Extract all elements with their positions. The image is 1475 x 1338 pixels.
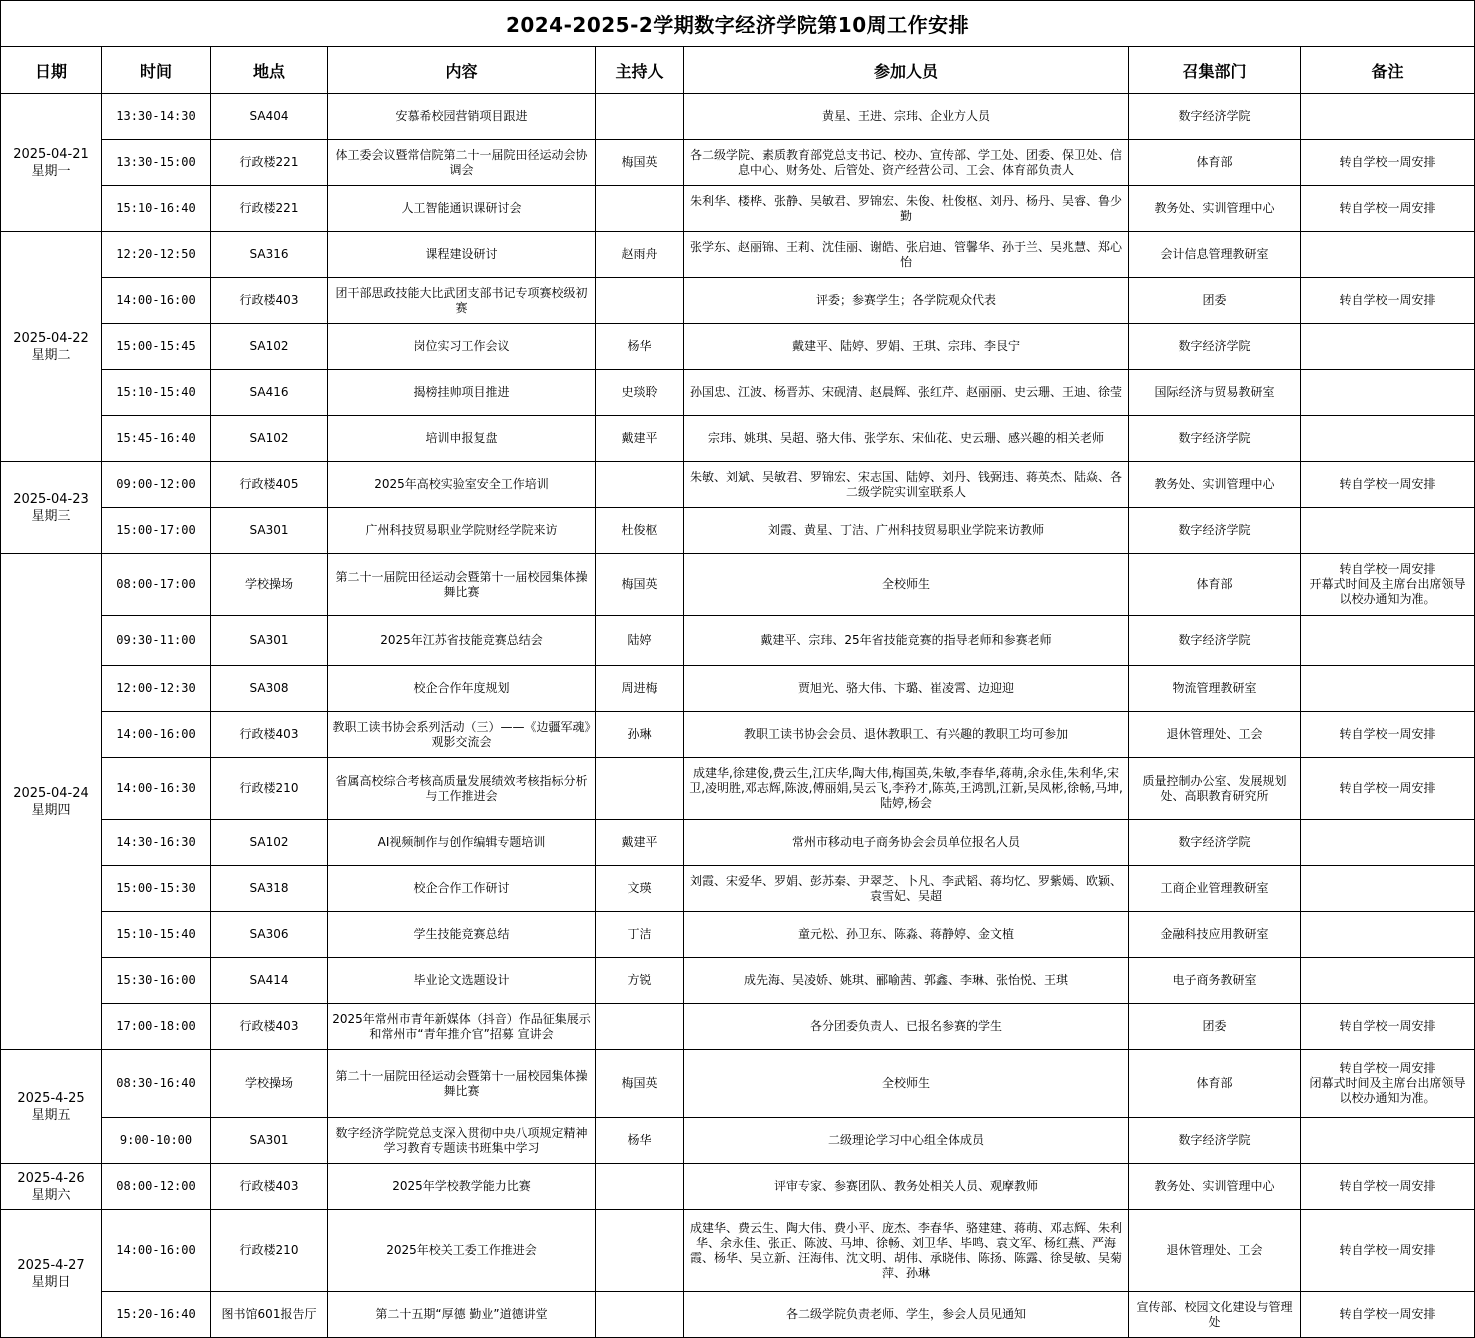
attendees-cell: 孙国忠、江波、杨晋苏、宋砚清、赵晨辉、张红芹、赵丽丽、史云珊、王迪、徐莹 bbox=[684, 370, 1129, 416]
time-cell: 08:30-16:40 bbox=[102, 1050, 211, 1118]
content-cell: 校企合作工作研讨 bbox=[328, 866, 596, 912]
place-cell: 学校操场 bbox=[211, 554, 328, 616]
note-line: 转自学校一周安排 bbox=[1339, 1019, 1436, 1033]
content-cell: 教职工读书协会系列活动（三）——《边疆军魂》观影交流会 bbox=[328, 712, 596, 758]
note-cell bbox=[1301, 94, 1475, 140]
note-cell bbox=[1301, 912, 1475, 958]
time-cell: 15:00-15:45 bbox=[102, 324, 211, 370]
dept-cell: 体育部 bbox=[1129, 140, 1301, 186]
attendees-cell: 刘霞、宋爱华、罗娟、彭苏秦、尹翠芝、卜凡、李武韬、蒋均忆、罗紫嫣、欧颖、袁雪妃、吴超 bbox=[684, 866, 1129, 912]
time-cell: 14:00-16:30 bbox=[102, 758, 211, 820]
dept-cell: 工商企业管理教研室 bbox=[1129, 866, 1301, 912]
table-row bbox=[1, 1292, 1475, 1338]
place-cell: SA102 bbox=[211, 324, 328, 370]
place-cell: 图书馆601报告厅 bbox=[211, 1292, 328, 1338]
note-cell bbox=[1301, 758, 1475, 820]
note-cell bbox=[1301, 1164, 1475, 1210]
title-row bbox=[1, 1, 1475, 47]
note-line: 转自学校一周安排 bbox=[1339, 293, 1436, 307]
attendees-cell: 评审专家、参赛团队、教务处相关人员、观摩教师 bbox=[684, 1164, 1129, 1210]
place-cell: 行政楼221 bbox=[211, 140, 328, 186]
host-cell bbox=[596, 1210, 684, 1292]
date-text: 2025-04-24 bbox=[13, 785, 89, 801]
note-cell bbox=[1301, 186, 1475, 232]
table-row bbox=[1, 508, 1475, 554]
content-cell: 团干部思政技能大比武团支部书记专项赛校级初赛 bbox=[328, 278, 596, 324]
dept-cell: 退休管理处、工会 bbox=[1129, 712, 1301, 758]
content-cell: 省属高校综合考核高质量发展绩效考核指标分析与工作推进会 bbox=[328, 758, 596, 820]
place-cell: SA316 bbox=[211, 232, 328, 278]
time-cell: 12:20-12:50 bbox=[102, 232, 211, 278]
host-cell bbox=[596, 1004, 684, 1050]
date-text: 2025-04-23 bbox=[13, 491, 89, 507]
date-cell bbox=[1, 1050, 102, 1164]
header-row bbox=[1, 47, 1475, 94]
place-cell: 行政楼405 bbox=[211, 462, 328, 508]
host-cell: 文瑛 bbox=[596, 866, 684, 912]
time-cell: 09:30-11:00 bbox=[102, 616, 211, 666]
dept-cell: 物流管理教研室 bbox=[1129, 666, 1301, 712]
host-cell: 丁洁 bbox=[596, 912, 684, 958]
time-cell: 13:30-14:30 bbox=[102, 94, 211, 140]
table-row bbox=[1, 1210, 1475, 1292]
content-cell: 人工智能通识课研讨会 bbox=[328, 186, 596, 232]
dept-cell: 数字经济学院 bbox=[1129, 616, 1301, 666]
table-row bbox=[1, 94, 1475, 140]
host-cell bbox=[596, 94, 684, 140]
place-cell: 行政楼403 bbox=[211, 1164, 328, 1210]
attendees-cell: 戴建平、陆婷、罗娟、王琪、宗玮、李艮宁 bbox=[684, 324, 1129, 370]
attendees-cell: 成建华,徐建俊,费云生,江庆华,陶大伟,梅国英,朱敏,李春华,蒋萌,余永佳,朱利华,宋卫,凌明胜,邓志辉,陈波,傅丽娟,吴云飞,李矜才,陈英,王鸿凯,江新,吴凤彬,徐畅,马坤,陆婷,杨会 bbox=[684, 758, 1129, 820]
time-cell: 15:30-16:00 bbox=[102, 958, 211, 1004]
dept-cell: 教务处、实训管理中心 bbox=[1129, 462, 1301, 508]
time-cell: 14:30-16:30 bbox=[102, 820, 211, 866]
note-cell bbox=[1301, 666, 1475, 712]
host-cell: 戴建平 bbox=[596, 416, 684, 462]
note-cell bbox=[1301, 1004, 1475, 1050]
time-cell: 14:00-16:00 bbox=[102, 712, 211, 758]
attendees-cell: 各二级学院负责老师、学生，参会人员见通知 bbox=[684, 1292, 1129, 1338]
dept-cell: 质量控制办公室、发展规划处、高职教育研究所 bbox=[1129, 758, 1301, 820]
table-row bbox=[1, 820, 1475, 866]
date-cell bbox=[1, 1210, 102, 1338]
place-cell: SA102 bbox=[211, 416, 328, 462]
time-cell: 08:00-17:00 bbox=[102, 554, 211, 616]
host-cell: 杨华 bbox=[596, 1118, 684, 1164]
note-line: 转自学校一周安排 bbox=[1339, 781, 1436, 795]
table-row bbox=[1, 1164, 1475, 1210]
attendees-cell: 刘霞、黄星、丁洁、广州科技贸易职业学院来访教师 bbox=[684, 508, 1129, 554]
content-cell: 揭榜挂帅项目推进 bbox=[328, 370, 596, 416]
place-cell: 行政楼221 bbox=[211, 186, 328, 232]
content-cell: 第二十一届院田径运动会暨第十一届校园集体操舞比赛 bbox=[328, 1050, 596, 1118]
content-cell: 2025年高校实验室安全工作培训 bbox=[328, 462, 596, 508]
host-cell: 梅国英 bbox=[596, 1050, 684, 1118]
dept-cell: 电子商务教研室 bbox=[1129, 958, 1301, 1004]
table-row bbox=[1, 554, 1475, 616]
time-cell: 15:10-15:40 bbox=[102, 912, 211, 958]
place-cell: SA102 bbox=[211, 820, 328, 866]
dept-cell: 体育部 bbox=[1129, 1050, 1301, 1118]
note-cell bbox=[1301, 370, 1475, 416]
host-cell: 梅国英 bbox=[596, 554, 684, 616]
note-line: 转自学校一周安排 bbox=[1339, 201, 1436, 215]
weekday-text: 星期一 bbox=[31, 163, 71, 179]
host-cell bbox=[596, 1164, 684, 1210]
note-cell bbox=[1301, 958, 1475, 1004]
weekday-text: 星期五 bbox=[31, 1107, 71, 1123]
table-row bbox=[1, 666, 1475, 712]
place-cell: 学校操场 bbox=[211, 1050, 328, 1118]
note-cell bbox=[1301, 712, 1475, 758]
table-row bbox=[1, 712, 1475, 758]
host-cell: 杜俊枢 bbox=[596, 508, 684, 554]
content-cell: 2025年学校教学能力比赛 bbox=[328, 1164, 596, 1210]
note-cell bbox=[1301, 1292, 1475, 1338]
time-cell: 17:00-18:00 bbox=[102, 1004, 211, 1050]
content-cell: 广州科技贸易职业学院财经学院来访 bbox=[328, 508, 596, 554]
time-cell: 14:00-16:00 bbox=[102, 1210, 211, 1292]
date-cell bbox=[1, 94, 102, 232]
column-header-dept: 召集部门 bbox=[1129, 47, 1301, 94]
note-line: 转自学校一周安排 bbox=[1339, 1243, 1436, 1257]
content-cell: 第二十一届院田径运动会暨第十一届校园集体操舞比赛 bbox=[328, 554, 596, 616]
host-cell: 孙琳 bbox=[596, 712, 684, 758]
attendees-cell: 戴建平、宗玮、25年省技能竞赛的指导老师和参赛老师 bbox=[684, 616, 1129, 666]
note-cell bbox=[1301, 866, 1475, 912]
attendees-cell: 宗玮、姚琪、吴超、骆大伟、张学东、宋仙花、史云珊、感兴趣的相关老师 bbox=[684, 416, 1129, 462]
place-cell: SA301 bbox=[211, 508, 328, 554]
dept-cell: 教务处、实训管理中心 bbox=[1129, 186, 1301, 232]
content-cell: AI视频制作与创作编辑专题培训 bbox=[328, 820, 596, 866]
weekday-text: 星期二 bbox=[31, 347, 71, 363]
content-cell: 2025年校关工委工作推进会 bbox=[328, 1210, 596, 1292]
note-line: 转自学校一周安排 bbox=[1339, 477, 1436, 491]
note-line: 转自学校一周安排 bbox=[1339, 155, 1436, 169]
attendees-cell: 教职工读书协会会员、退休教职工、有兴趣的教职工均可参加 bbox=[684, 712, 1129, 758]
time-cell: 15:10-16:40 bbox=[102, 186, 211, 232]
date-cell bbox=[1, 462, 102, 554]
dept-cell: 数字经济学院 bbox=[1129, 1118, 1301, 1164]
column-header-attendees: 参加人员 bbox=[684, 47, 1129, 94]
content-cell: 课程建设研讨 bbox=[328, 232, 596, 278]
note-cell bbox=[1301, 820, 1475, 866]
dept-cell: 国际经济与贸易教研室 bbox=[1129, 370, 1301, 416]
time-cell: 12:00-12:30 bbox=[102, 666, 211, 712]
place-cell: SA308 bbox=[211, 666, 328, 712]
host-cell: 周进梅 bbox=[596, 666, 684, 712]
column-header-host: 主持人 bbox=[596, 47, 684, 94]
host-cell bbox=[596, 758, 684, 820]
dept-cell: 团委 bbox=[1129, 1004, 1301, 1050]
note-line: 闭幕式时间及主席台出席领导以校办通知为准。 bbox=[1309, 1076, 1466, 1105]
column-header-time: 时间 bbox=[102, 47, 211, 94]
dept-cell: 教务处、实训管理中心 bbox=[1129, 1164, 1301, 1210]
table-row bbox=[1, 140, 1475, 186]
place-cell: 行政楼210 bbox=[211, 758, 328, 820]
table-row bbox=[1, 1004, 1475, 1050]
place-cell: 行政楼210 bbox=[211, 1210, 328, 1292]
weekday-text: 星期三 bbox=[31, 508, 71, 524]
content-cell: 第二十五期“厚德 勤业”道德讲堂 bbox=[328, 1292, 596, 1338]
place-cell: SA414 bbox=[211, 958, 328, 1004]
table-row bbox=[1, 1050, 1475, 1118]
host-cell bbox=[596, 1292, 684, 1338]
content-cell: 安慕希校园营销项目跟进 bbox=[328, 94, 596, 140]
attendees-cell: 各二级学院、素质教育部党总支书记、校办、宣传部、学工处、团委、保卫处、信息中心、财务处、后管处、资产经营公司、工会、体育部负责人 bbox=[684, 140, 1129, 186]
host-cell bbox=[596, 186, 684, 232]
time-cell: 15:20-16:40 bbox=[102, 1292, 211, 1338]
attendees-cell: 朱利华、楼桦、张静、吴敏君、罗锦宏、朱俊、杜俊枢、刘丹、杨丹、吴睿、鲁少勤 bbox=[684, 186, 1129, 232]
attendees-cell: 二级理论学习中心组全体成员 bbox=[684, 1118, 1129, 1164]
content-cell: 2025年常州市青年新媒体（抖音）作品征集展示和常州市“青年推介官”招募 宣讲会 bbox=[328, 1004, 596, 1050]
place-cell: SA306 bbox=[211, 912, 328, 958]
date-text: 2025-04-22 bbox=[13, 330, 89, 346]
time-cell: 15:00-17:00 bbox=[102, 508, 211, 554]
host-cell: 史琰聆 bbox=[596, 370, 684, 416]
attendees-cell: 成建华、费云生、陶大伟、费小平、庞杰、李春华、骆建建、蒋萌、邓志辉、朱利华、余永佳、张正、陈波、马坤、徐畅、刘卫华、毕鸣、袁文军、杨红燕、严海霞、杨华、吴立新、汪海伟、沈文明、胡伟、承晓伟、陈扬、陈露、徐旻敏、吴菊萍、孙琳 bbox=[684, 1210, 1129, 1292]
date-text: 2025-4-25 bbox=[17, 1090, 85, 1106]
table-row bbox=[1, 866, 1475, 912]
weekday-text: 星期六 bbox=[31, 1187, 71, 1203]
dept-cell: 宣传部、校园文化建设与管理处 bbox=[1129, 1292, 1301, 1338]
dept-cell: 退休管理处、工会 bbox=[1129, 1210, 1301, 1292]
note-line: 转自学校一周安排 bbox=[1339, 562, 1436, 576]
host-cell bbox=[596, 462, 684, 508]
note-cell bbox=[1301, 232, 1475, 278]
host-cell: 赵雨舟 bbox=[596, 232, 684, 278]
attendees-cell: 贾旭光、骆大伟、卞璐、崔凌霄、边迎迎 bbox=[684, 666, 1129, 712]
attendees-cell: 全校师生 bbox=[684, 1050, 1129, 1118]
time-cell: 08:00-12:00 bbox=[102, 1164, 211, 1210]
place-cell: SA318 bbox=[211, 866, 328, 912]
time-cell: 15:10-15:40 bbox=[102, 370, 211, 416]
content-cell: 毕业论文选题设计 bbox=[328, 958, 596, 1004]
table-row bbox=[1, 370, 1475, 416]
note-cell bbox=[1301, 616, 1475, 666]
table-row bbox=[1, 958, 1475, 1004]
dept-cell: 数字经济学院 bbox=[1129, 508, 1301, 554]
note-cell bbox=[1301, 140, 1475, 186]
table-row bbox=[1, 232, 1475, 278]
content-cell: 校企合作年度规划 bbox=[328, 666, 596, 712]
attendees-cell: 童元松、孙卫东、陈淼、蒋静婷、金文植 bbox=[684, 912, 1129, 958]
attendees-cell: 评委；参赛学生；各学院观众代表 bbox=[684, 278, 1129, 324]
date-text: 2025-4-26 bbox=[17, 1170, 85, 1186]
note-cell bbox=[1301, 278, 1475, 324]
host-cell: 方锐 bbox=[596, 958, 684, 1004]
dept-cell: 会计信息管理教研室 bbox=[1129, 232, 1301, 278]
table-row bbox=[1, 758, 1475, 820]
column-header-content: 内容 bbox=[328, 47, 596, 94]
place-cell: SA404 bbox=[211, 94, 328, 140]
dept-cell: 数字经济学院 bbox=[1129, 324, 1301, 370]
place-cell: SA301 bbox=[211, 616, 328, 666]
note-cell bbox=[1301, 416, 1475, 462]
host-cell bbox=[596, 278, 684, 324]
time-cell: 09:00-12:00 bbox=[102, 462, 211, 508]
note-line: 转自学校一周安排 bbox=[1339, 727, 1436, 741]
column-header-place: 地点 bbox=[211, 47, 328, 94]
weekday-text: 星期四 bbox=[31, 802, 71, 818]
table-row bbox=[1, 616, 1475, 666]
content-cell: 体工委会议暨常信院第二十一届院田径运动会协调会 bbox=[328, 140, 596, 186]
place-cell: SA416 bbox=[211, 370, 328, 416]
place-cell: 行政楼403 bbox=[211, 1004, 328, 1050]
dept-cell: 数字经济学院 bbox=[1129, 416, 1301, 462]
attendees-cell: 成先海、吴凌娇、姚琪、郦喻茜、郭鑫、李琳、张怡悦、王琪 bbox=[684, 958, 1129, 1004]
dept-cell: 数字经济学院 bbox=[1129, 820, 1301, 866]
content-cell: 学生技能竞赛总结 bbox=[328, 912, 596, 958]
time-cell: 15:00-15:30 bbox=[102, 866, 211, 912]
date-cell bbox=[1, 232, 102, 462]
host-cell: 梅国英 bbox=[596, 140, 684, 186]
place-cell: 行政楼403 bbox=[211, 712, 328, 758]
content-cell: 培训申报复盘 bbox=[328, 416, 596, 462]
note-line: 开幕式时间及主席台出席领导以校办通知为准。 bbox=[1309, 577, 1466, 606]
date-cell bbox=[1, 1164, 102, 1210]
page-title: 2024-2025-2学期数字经济学院第10周工作安排 bbox=[1, 1, 1475, 47]
content-cell: 数字经济学院党总支深入贯彻中央八项规定精神学习教育专题读书班集中学习 bbox=[328, 1118, 596, 1164]
table-row bbox=[1, 186, 1475, 232]
place-cell: SA301 bbox=[211, 1118, 328, 1164]
note-line: 转自学校一周安排 bbox=[1339, 1179, 1436, 1193]
weekday-text: 星期日 bbox=[31, 1274, 71, 1290]
note-cell bbox=[1301, 462, 1475, 508]
attendees-cell: 全校师生 bbox=[684, 554, 1129, 616]
attendees-cell: 张学东、赵丽锦、王莉、沈佳丽、谢皓、张启迪、管馨华、孙于兰、吴兆慧、郑心怡 bbox=[684, 232, 1129, 278]
note-cell bbox=[1301, 324, 1475, 370]
note-cell bbox=[1301, 554, 1475, 616]
dept-cell: 团委 bbox=[1129, 278, 1301, 324]
time-cell: 14:00-16:00 bbox=[102, 278, 211, 324]
table-row bbox=[1, 324, 1475, 370]
note-line: 转自学校一周安排 bbox=[1339, 1061, 1436, 1075]
date-text: 2025-4-27 bbox=[17, 1257, 85, 1273]
attendees-cell: 朱敏、刘斌、吴敏君、罗锦宏、宋志国、陆婷、刘丹、钱弼违、蒋英杰、陆焱、各二级学院实训室联系人 bbox=[684, 462, 1129, 508]
time-cell: 9:00-10:00 bbox=[102, 1118, 211, 1164]
schedule-body bbox=[1, 94, 1475, 1338]
date-cell bbox=[1, 554, 102, 1050]
table-row bbox=[1, 462, 1475, 508]
content-cell: 岗位实习工作会议 bbox=[328, 324, 596, 370]
place-cell: 行政楼403 bbox=[211, 278, 328, 324]
date-text: 2025-04-21 bbox=[13, 146, 89, 162]
table-row bbox=[1, 1118, 1475, 1164]
note-cell bbox=[1301, 1050, 1475, 1118]
attendees-cell: 常州市移动电子商务协会会员单位报名人员 bbox=[684, 820, 1129, 866]
table-row bbox=[1, 416, 1475, 462]
time-cell: 13:30-15:00 bbox=[102, 140, 211, 186]
attendees-cell: 黄星、王进、宗玮、企业方人员 bbox=[684, 94, 1129, 140]
dept-cell: 体育部 bbox=[1129, 554, 1301, 616]
column-header-note: 备注 bbox=[1301, 47, 1475, 94]
note-cell bbox=[1301, 1210, 1475, 1292]
note-cell bbox=[1301, 1118, 1475, 1164]
host-cell: 杨华 bbox=[596, 324, 684, 370]
table-row bbox=[1, 278, 1475, 324]
host-cell: 陆婷 bbox=[596, 616, 684, 666]
time-cell: 15:45-16:40 bbox=[102, 416, 211, 462]
dept-cell: 金融科技应用教研室 bbox=[1129, 912, 1301, 958]
content-cell: 2025年江苏省技能竞赛总结会 bbox=[328, 616, 596, 666]
dept-cell: 数字经济学院 bbox=[1129, 94, 1301, 140]
host-cell: 戴建平 bbox=[596, 820, 684, 866]
note-line: 转自学校一周安排 bbox=[1339, 1307, 1436, 1321]
note-cell bbox=[1301, 508, 1475, 554]
attendees-cell: 各分团委负责人、已报名参赛的学生 bbox=[684, 1004, 1129, 1050]
table-row bbox=[1, 912, 1475, 958]
column-header-date: 日期 bbox=[1, 47, 102, 94]
